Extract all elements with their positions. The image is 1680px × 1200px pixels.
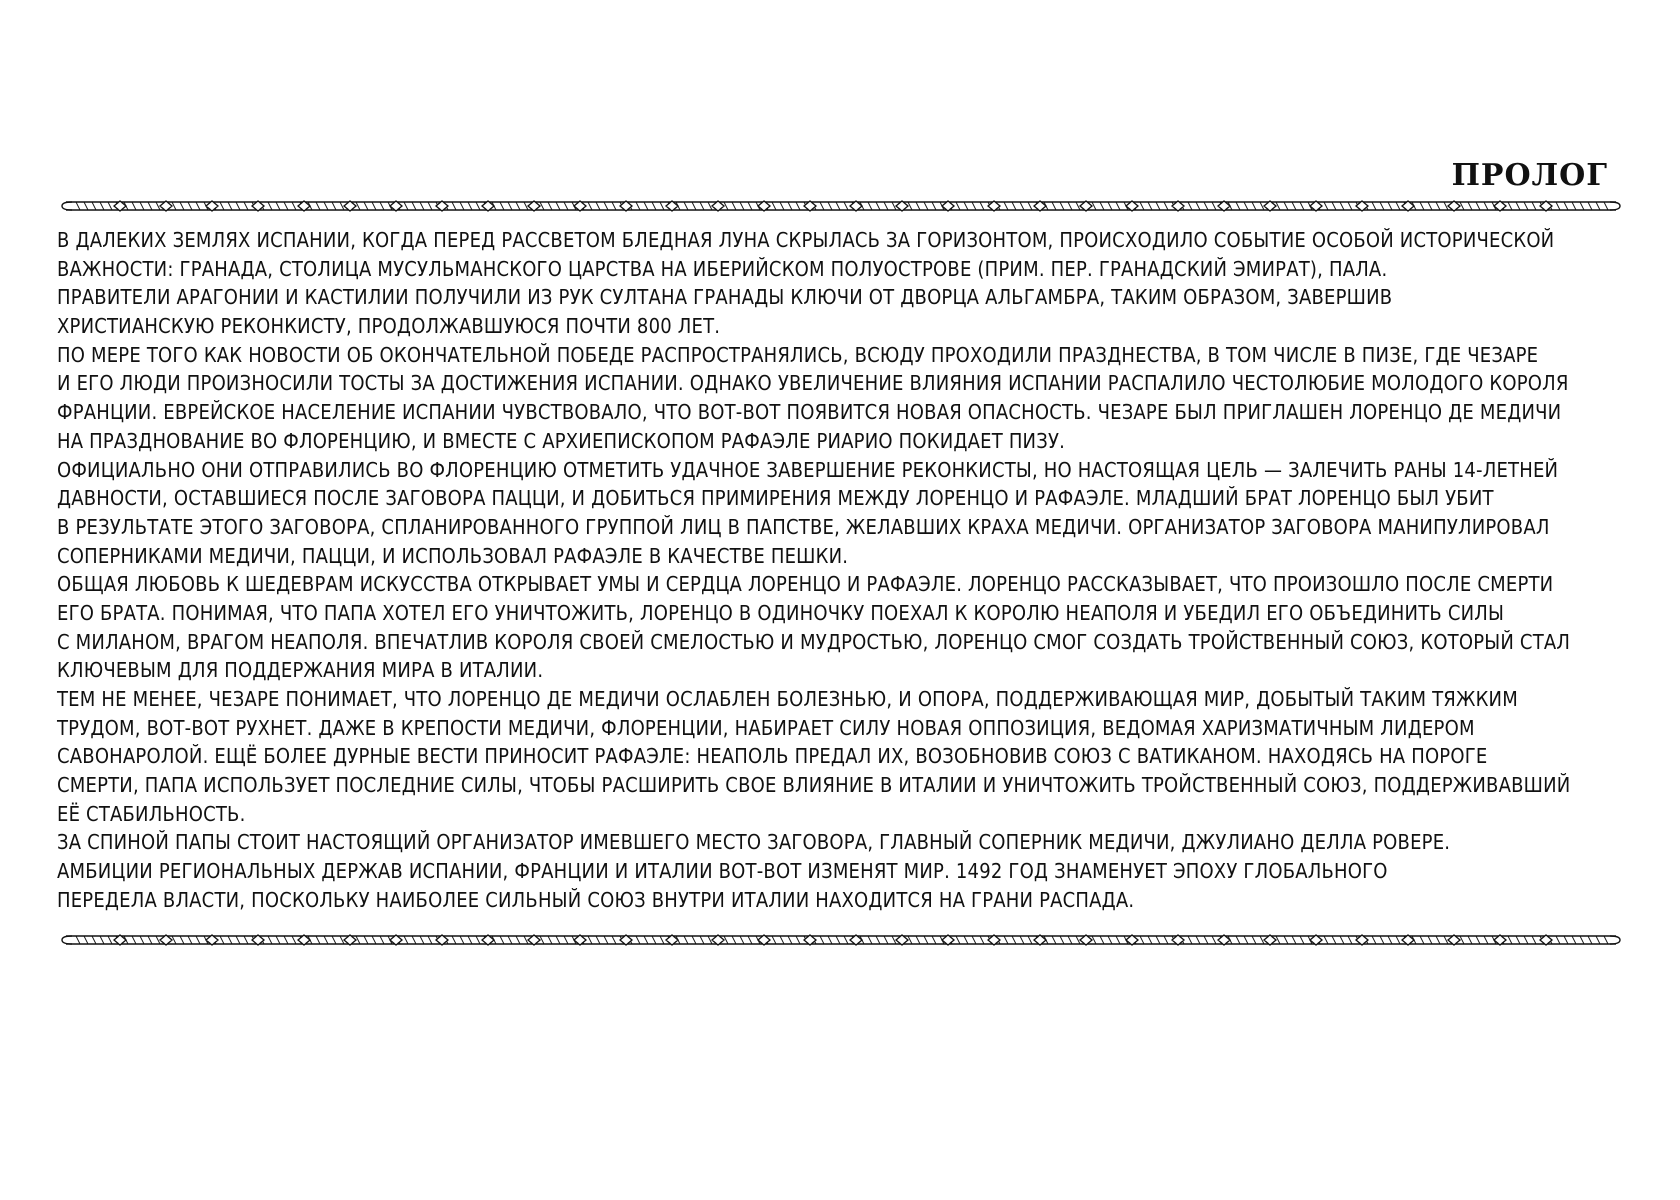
text-line: АМБИЦИИ РЕГИОНАЛЬНЫХ ДЕРЖАВ ИСПАНИИ, ФРАНЦИИ И ИТАЛИИ ВОТ-ВОТ ИЗМЕНЯТ МИР. 1492 ГОД ЗНАМЕНУЕТ ЭПОХУ ГЛОБАЛЬНОГО: [57, 859, 1388, 884]
ornament-border-bottom: [60, 932, 1622, 948]
prologue-text: [57, 226, 1657, 915]
text-line: КЛЮЧЕВЫМ ДЛЯ ПОДДЕРЖАНИЯ МИРА В ИТАЛИИ.: [57, 658, 544, 683]
text-line: ОБЩАЯ ЛЮБОВЬ К ШЕДЕВРАМ ИСКУССТВА ОТКРЫВАЕТ УМЫ И СЕРДЦА ЛОРЕНЦО И РАФАЭЛЕ. ЛОРЕНЦО РАССКАЗЫВАЕТ, ЧТО ПРОИЗОШЛО ПОСЛЕ СМЕРТИ: [57, 572, 1554, 597]
text-line: ТРУДОМ, ВОТ-ВОТ РУХНЕТ. ДАЖЕ В КРЕПОСТИ МЕДИЧИ, ФЛОРЕНЦИИ, НАБИРАЕТ СИЛУ НОВАЯ ОППОЗИЦИЯ, ВЕДОМАЯ ХАРИЗМАТИЧНЫМ ЛИДЕРОМ: [57, 715, 1475, 740]
text-line: САВОНАРОЛОЙ. ЕЩЁ БОЛЕЕ ДУРНЫЕ ВЕСТИ ПРИНОСИТ РАФАЭЛЕ: НЕАПОЛЬ ПРЕДАЛ ИХ, ВОЗОБНОВИВ СОЮЗ С ВАТИКАНОМ. НАХОДЯСЬ НА ПОРОГЕ: [57, 744, 1488, 769]
text-line: С МИЛАНОМ, ВРАГОМ НЕАПОЛЯ. ВПЕЧАТЛИВ КОРОЛЯ СВОЕЙ СМЕЛОСТЬЮ И МУДРОСТЬЮ, ЛОРЕНЦО СМОГ СОЗДАТЬ ТРОЙСТВЕННЫЙ СОЮЗ, КОТОРЫЙ СТАЛ: [57, 629, 1571, 654]
ornament-cap: [62, 202, 72, 210]
text-line: НА ПРАЗДНОВАНИЕ ВО ФЛОРЕНЦИЮ, И ВМЕСТЕ С АРХИЕПИСКОПОМ РАФАЭЛЕ РИАРИО ПОКИДАЕТ ПИЗУ.: [57, 428, 1066, 453]
text-line: И ЕГО ЛЮДИ ПРОИЗНОСИЛИ ТОСТЫ ЗА ДОСТИЖЕНИЯ ИСПАНИИ. ОДНАКО УВЕЛИЧЕНИЕ ВЛИЯНИЯ ИСПАНИИ РАСПАЛИЛО ЧЕСТОЛЮБИЕ МОЛОДОГО КОРОЛЯ: [57, 371, 1569, 396]
page-title: ПРОЛОГ: [1451, 158, 1608, 193]
ornament-cap: [1610, 202, 1620, 210]
ornament-border-top: [60, 198, 1622, 214]
ornament-cap: [1610, 936, 1620, 944]
text-line: ПО МЕРЕ ТОГО КАК НОВОСТИ ОБ ОКОНЧАТЕЛЬНОЙ ПОБЕДЕ РАСПРОСТРАНЯЛИСЬ, ВСЮДУ ПРОХОДИЛИ ПРАЗДНЕСТВА, В ТОМ ЧИСЛЕ В ПИЗЕ, ГДЕ ЧЕЗАРЕ: [57, 342, 1539, 367]
text-line: ДАВНОСТИ, ОСТАВШИЕСЯ ПОСЛЕ ЗАГОВОРА ПАЦЦИ, И ДОБИТЬСЯ ПРИМИРЕНИЯ МЕЖДУ ЛОРЕНЦО И РАФАЭЛЕ. МЛАДШИЙ БРАТ ЛОРЕНЦО БЫЛ УБИТ: [57, 486, 1494, 511]
text-line: ЕЁ СТАБИЛЬНОСТЬ.: [57, 801, 246, 826]
text-line: ЗА СПИНОЙ ПАПЫ СТОИТ НАСТОЯЩИЙ ОРГАНИЗАТОР ИМЕВШЕГО МЕСТО ЗАГОВОРА, ГЛАВНЫЙ СОПЕРНИК МЕДИЧИ, ДЖУЛИАНО ДЕЛЛА РОВЕРЕ.: [57, 830, 1451, 855]
text-line: ПЕРЕДЕЛА ВЛАСТИ, ПОСКОЛЬКУ НАИБОЛЕЕ СИЛЬНЫЙ СОЮЗ ВНУТРИ ИТАЛИИ НАХОДИТСЯ НА ГРАНИ РАСПАДА.: [57, 887, 1135, 912]
text-line: В ДАЛЕКИХ ЗЕМЛЯХ ИСПАНИИ, КОГДА ПЕРЕД РАССВЕТОМ БЛЕДНАЯ ЛУНА СКРЫЛАСЬ ЗА ГОРИЗОНТОМ, ПРОИСХОДИЛО СОБЫТИЕ ОСОБОЙ ИСТОРИЧЕСКОЙ: [57, 228, 1555, 252]
text-line: ТЕМ НЕ МЕНЕЕ, ЧЕЗАРЕ ПОНИМАЕТ, ЧТО ЛОРЕНЦО ДЕ МЕДИЧИ ОСЛАБЛЕН БОЛЕЗНЬЮ, И ОПОРА, ПОДДЕРЖИВАЮЩАЯ МИР, ДОБЫТЫЙ ТАКИМ ТЯЖКИМ: [57, 687, 1518, 711]
text-line: СМЕРТИ, ПАПА ИСПОЛЬЗУЕТ ПОСЛЕДНИЕ СИЛЫ, ЧТОБЫ РАСШИРИТЬ СВОЕ ВЛИЯНИЕ В ИТАЛИИ И УНИЧТОЖИТЬ ТРОЙСТВЕННЫЙ СОЮЗ, ПОДДЕРЖИВАВШИЙ: [57, 773, 1571, 798]
text-line: В РЕЗУЛЬТАТЕ ЭТОГО ЗАГОВОРА, СПЛАНИРОВАННОГО ГРУППОЙ ЛИЦ В ПАПСТВЕ, ЖЕЛАВШИХ КРАХА МЕДИЧИ. ОРГАНИЗАТОР ЗАГОВОРА МАНИПУЛИРОВАЛ: [57, 514, 1550, 539]
ornament-cap: [62, 936, 72, 944]
text-line: СОПЕРНИКАМИ МЕДИЧИ, ПАЦЦИ, И ИСПОЛЬЗОВАЛ РАФАЭЛЕ В КАЧЕСТВЕ ПЕШКИ.: [57, 543, 849, 568]
text-line: ВАЖНОСТИ: ГРАНАДА, СТОЛИЦА МУСУЛЬМАНСКОГО ЦАРСТВА НА ИБЕРИЙСКОМ ПОЛУОСТРОВЕ (ПРИМ. ПЕР. ГРАНАДСКИЙ ЭМИРАТ), ПАЛА.: [57, 256, 1388, 281]
text-line: ЕГО БРАТА. ПОНИМАЯ, ЧТО ПАПА ХОТЕЛ ЕГО УНИЧТОЖИТЬ, ЛОРЕНЦО В ОДИНОЧКУ ПОЕХАЛ К КОРОЛЮ НЕАПОЛЯ И УБЕДИЛ ЕГО ОБЪЕДИНИТЬ СИЛЫ: [57, 600, 1505, 625]
text-line: ХРИСТИАНСКУЮ РЕКОНКИСТУ, ПРОДОЛЖАВШУЮСЯ ПОЧТИ 800 ЛЕТ.: [57, 314, 721, 339]
text-line: ФРАНЦИИ. ЕВРЕЙСКОЕ НАСЕЛЕНИЕ ИСПАНИИ ЧУВСТВОВАЛО, ЧТО ВОТ-ВОТ ПОЯВИТСЯ НОВАЯ ОПАСНОСТЬ. ЧЕЗАРЕ БЫЛ ПРИГЛАШЕН ЛОРЕНЦО ДЕ МЕДИЧИ: [57, 400, 1562, 425]
ornamental-rule-bottom: [60, 932, 1622, 948]
ornamental-rule-top: [60, 198, 1622, 214]
text-line: ОФИЦИАЛЬНО ОНИ ОТПРАВИЛИСЬ ВО ФЛОРЕНЦИЮ ОТМЕТИТЬ УДАЧНОЕ ЗАВЕРШЕНИЕ РЕКОНКИСТЫ, НО НАСТОЯЩАЯ ЦЕЛЬ — ЗАЛЕЧИТЬ РАНЫ 14-ЛЕТНЕЙ: [57, 457, 1559, 482]
text-line: ПРАВИТЕЛИ АРАГОНИИ И КАСТИЛИИ ПОЛУЧИЛИ ИЗ РУК СУЛТАНА ГРАНАДЫ КЛЮЧИ ОТ ДВОРЦА АЛЬГАМБРА, ТАКИМ ОБРАЗОМ, ЗАВЕРШИВ: [57, 285, 1393, 310]
